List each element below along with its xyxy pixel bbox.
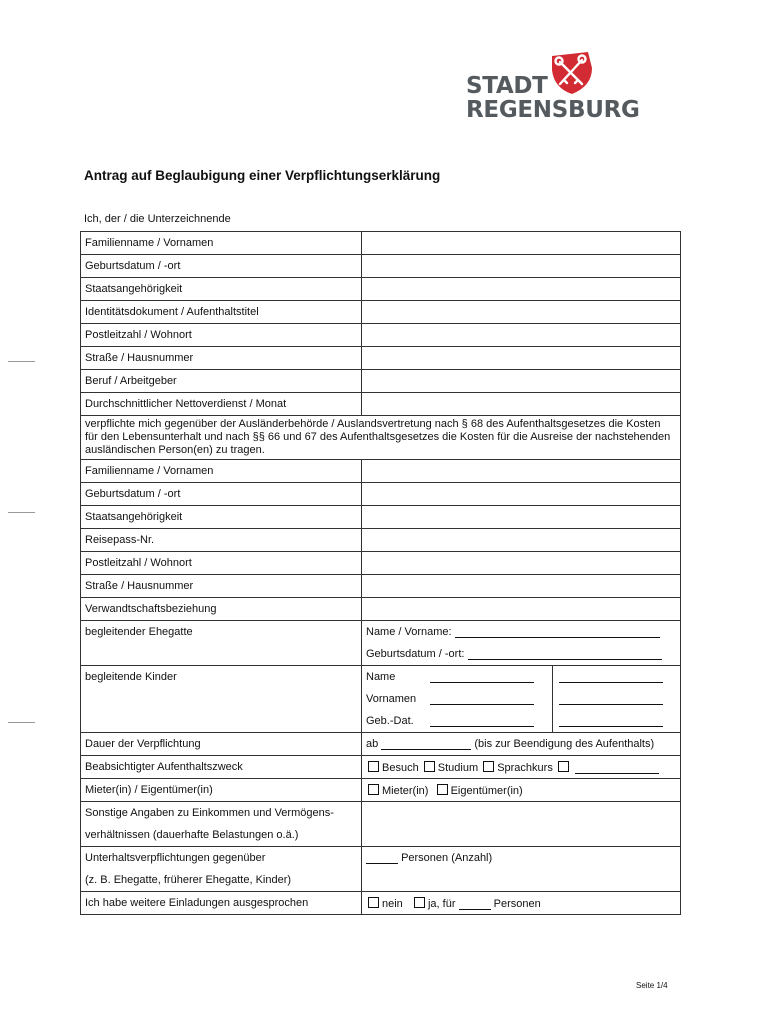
application-form — [80, 231, 681, 915]
form-row — [81, 301, 681, 324]
form-row — [81, 370, 681, 393]
invitations-persons-label: Personen — [493, 897, 541, 910]
field-label: Beruf / Arbeitgeber — [81, 370, 362, 393]
spouse-name-field[interactable] — [366, 621, 676, 643]
applicant-postcode-input[interactable] — [362, 324, 681, 347]
field-label: begleitende Kinder — [81, 666, 362, 733]
form-row — [81, 552, 681, 575]
child2-birthdate-blank[interactable] — [559, 716, 663, 727]
applicant-street-input[interactable] — [362, 347, 681, 370]
duration-suffix: (bis zur Beendigung des Aufenthalts) — [474, 738, 655, 750]
field-label: Staatsangehörigkeit — [81, 278, 362, 301]
child-birthdate-label: Geb.-Dat. — [366, 715, 414, 727]
child2-name-blank[interactable] — [559, 672, 663, 683]
guest-name-input[interactable] — [362, 460, 681, 483]
field-label: Familienname / Vornamen — [81, 232, 362, 255]
tenant-label: Mieter(in) — [382, 784, 429, 797]
form-row — [81, 460, 681, 483]
logo-line-stadt: STADT — [466, 73, 548, 99]
no-invitations-checkbox[interactable] — [368, 897, 379, 908]
field-label: Postleitzahl / Wohnort — [81, 324, 362, 347]
applicant-birth-input[interactable] — [362, 255, 681, 278]
child-firstname-label: Vornamen — [366, 693, 417, 705]
guest-birth-input[interactable] — [362, 483, 681, 506]
maintenance-count-blank[interactable] — [366, 853, 398, 864]
regensburg-keys-shield-icon — [548, 50, 594, 96]
form-row — [81, 598, 681, 621]
spouse-name-blank[interactable] — [455, 627, 660, 638]
applicant-id-document-input[interactable] — [362, 301, 681, 324]
guest-postcode-input[interactable] — [362, 552, 681, 575]
field-label: Sonstige Angaben zu Einkommen und Vermögens- — [81, 802, 362, 825]
maintenance-extra-input[interactable] — [362, 869, 681, 892]
form-row — [81, 575, 681, 598]
field-label: verhältnissen (dauerhafte Belastungen o.ä.) — [81, 824, 362, 847]
form-row — [81, 232, 681, 255]
maintenance-row — [81, 869, 681, 892]
field-label: Staatsangehörigkeit — [81, 506, 362, 529]
margin-mark — [8, 722, 35, 723]
study-label: Studium — [437, 761, 479, 774]
field-label: Reisepass-Nr. — [81, 529, 362, 552]
city-logo — [466, 50, 640, 125]
field-label: Beabsichtigter Aufenthaltszweck — [81, 756, 362, 779]
field-label: Unterhaltsverpflichtungen gegenüber — [81, 847, 362, 870]
field-label: Identitätsdokument / Aufenthaltstitel — [81, 301, 362, 324]
language-course-label: Sprachkurs — [497, 761, 553, 774]
other-purpose-blank[interactable] — [575, 763, 659, 774]
child1-firstname-blank[interactable] — [430, 694, 534, 705]
declaration-row — [81, 416, 681, 460]
tenant-checkbox[interactable] — [368, 784, 379, 795]
form-row — [81, 506, 681, 529]
no-label: nein — [382, 897, 403, 910]
field-label: (z. B. Ehegatte, früherer Ehegatte, Kinder) — [81, 869, 362, 892]
declaration-text: verpflichte mich gegenüber der Ausländerbehörde / Auslandsvertretung nach § 68 des Aufenthaltsgesetzes die Kosten für den Lebensunterhalt und nach §§ 66 und 67 des Aufenthaltsgesetzes die Kosten für die Ausreise der nachstehenden ausländischen Person(en) zu tragen. — [81, 416, 681, 460]
guest-passport-input[interactable] — [362, 529, 681, 552]
field-label: Dauer der Verpflichtung — [81, 733, 362, 756]
purpose-row — [81, 756, 681, 779]
form-row — [81, 255, 681, 278]
form-row — [81, 347, 681, 370]
field-label: Familienname / Vornamen — [81, 460, 362, 483]
child2-firstname-blank[interactable] — [559, 694, 663, 705]
field-label: Straße / Hausnummer — [81, 347, 362, 370]
applicant-income-input[interactable] — [362, 393, 681, 416]
page-title: Antrag auf Beglaubigung einer Verpflichtungserklärung — [84, 168, 441, 183]
margin-mark — [8, 512, 35, 513]
applicant-job-input[interactable] — [362, 370, 681, 393]
guest-nationality-input[interactable] — [362, 506, 681, 529]
duration-prefix: ab — [366, 738, 379, 750]
duration-row — [81, 733, 681, 756]
invitations-count-blank[interactable] — [459, 899, 491, 910]
field-label: Ich habe weitere Einladungen ausgesprochen — [81, 892, 362, 915]
child1-birthdate-blank[interactable] — [430, 716, 534, 727]
field-label: Mieter(in) / Eigentümer(in) — [81, 779, 362, 802]
field-label: Verwandtschaftsbeziehung — [81, 598, 362, 621]
spouse-birth-blank[interactable] — [468, 649, 662, 660]
page-number: Seite 1/4 — [636, 981, 668, 990]
form-row — [81, 483, 681, 506]
field-label: Straße / Hausnummer — [81, 575, 362, 598]
maintenance-row — [81, 847, 681, 870]
yes-invitations-checkbox[interactable] — [414, 897, 425, 908]
duration-start-blank[interactable] — [381, 739, 471, 750]
yes-label: ja, für — [427, 897, 456, 910]
form-row — [81, 529, 681, 552]
field-label: Geburtsdatum / -ort — [81, 255, 362, 278]
field-label: Postleitzahl / Wohnort — [81, 552, 362, 575]
form-row — [81, 393, 681, 416]
intro-text: Ich, der / die Unterzeichnende — [84, 213, 231, 225]
invitations-row — [81, 892, 681, 915]
applicant-name-input[interactable] — [362, 232, 681, 255]
spouse-birth-label: Geburtsdatum / -ort: — [366, 648, 465, 660]
spouse-row — [81, 621, 681, 666]
children-row — [81, 666, 681, 733]
form-row — [81, 324, 681, 347]
child-name-label: Name — [366, 671, 396, 683]
owner-checkbox[interactable] — [437, 784, 448, 795]
other-info-input[interactable] — [362, 802, 681, 847]
language-course-checkbox[interactable] — [483, 761, 494, 772]
maintenance-persons-label: Personen (Anzahl) — [401, 852, 493, 864]
field-label: Durchschnittlicher Nettoverdienst / Monat — [81, 393, 362, 416]
logo-line-regensburg: REGENSBURG — [466, 97, 640, 123]
field-label: begleitender Ehegatte — [81, 621, 362, 666]
study-checkbox[interactable] — [424, 761, 435, 772]
other-purpose-checkbox[interactable] — [558, 761, 569, 772]
visit-checkbox[interactable] — [368, 761, 379, 772]
margin-mark — [8, 361, 35, 362]
guest-relationship-input[interactable] — [362, 598, 681, 621]
visit-label: Besuch — [382, 761, 419, 774]
other-info-row — [81, 802, 681, 825]
applicant-nationality-input[interactable] — [362, 278, 681, 301]
owner-label: Eigentümer(in) — [450, 784, 523, 797]
guest-street-input[interactable] — [362, 575, 681, 598]
form-row — [81, 278, 681, 301]
child1-name-blank[interactable] — [430, 672, 534, 683]
spouse-birth-field[interactable] — [366, 643, 676, 665]
tenure-row — [81, 779, 681, 802]
field-label: Geburtsdatum / -ort — [81, 483, 362, 506]
spouse-name-label: Name / Vorname: — [366, 626, 452, 638]
